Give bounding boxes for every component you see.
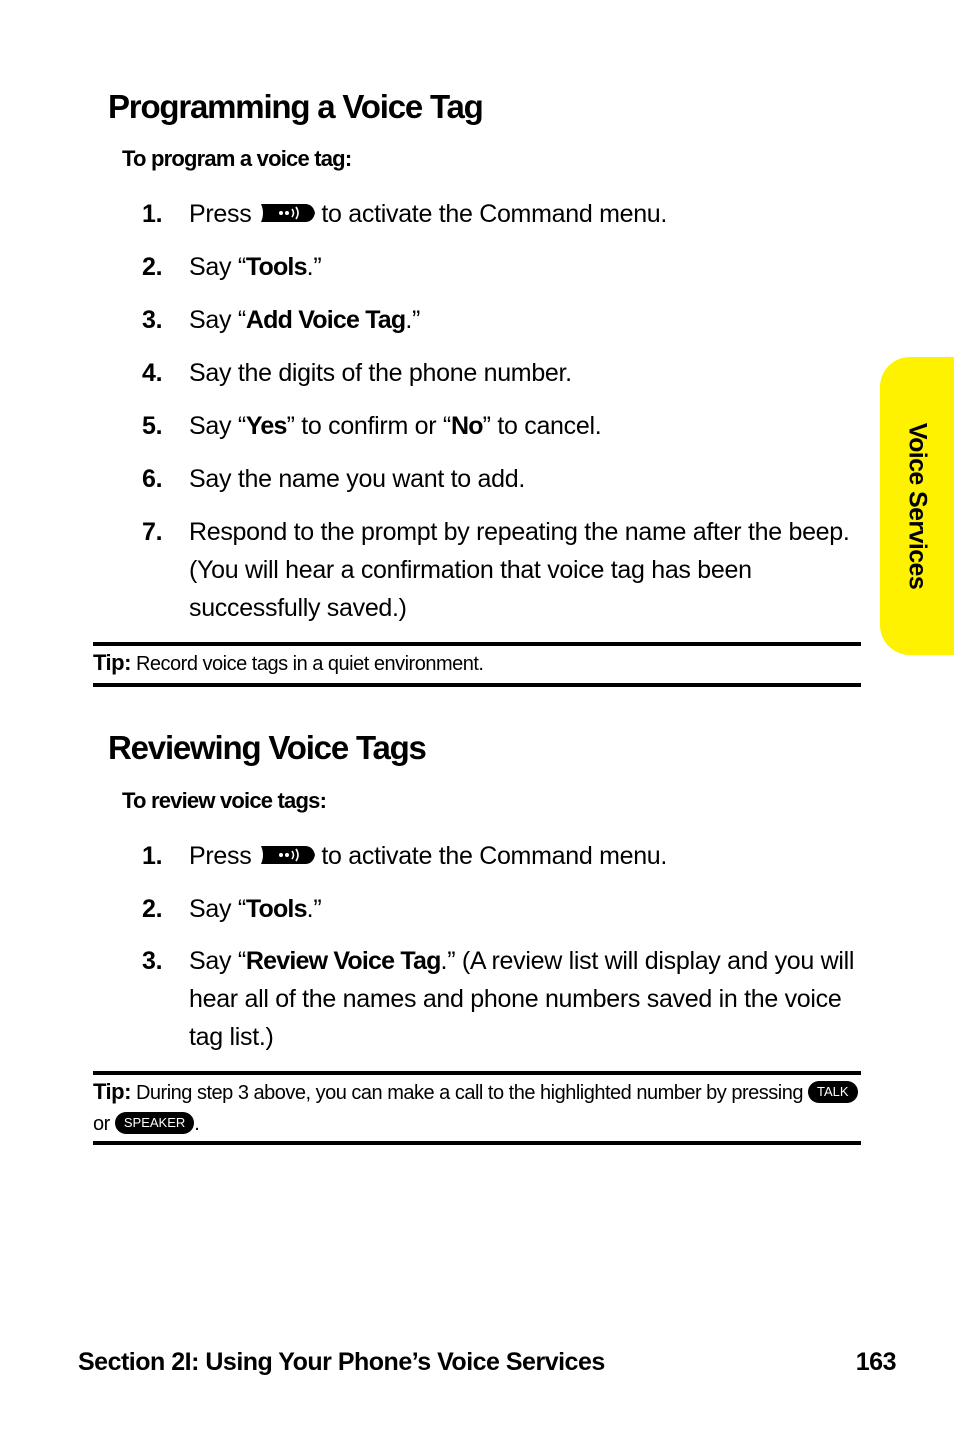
- page-number: 163: [855, 1348, 896, 1376]
- tip-highlighted-number: Tip: During step 3 above, you can make a call to the highlighted number by pressing TALK or SPEAKER .: [93, 1076, 861, 1140]
- step-2: 2. Say “Tools.”: [142, 253, 322, 281]
- tip2-rule-top: [93, 1071, 861, 1075]
- tip2-rule-bottom: [93, 1141, 861, 1145]
- step-3: 3. Say “Add Voice Tag.”: [142, 306, 421, 334]
- voice-command-key-icon: [257, 202, 317, 224]
- speaker-key-icon: SPEAKER: [115, 1112, 194, 1134]
- voice-command-key-icon: [257, 844, 317, 866]
- tip-rule-bottom: [93, 683, 861, 687]
- step-5: 5. Say “Yes” to confirm or “No” to cancel.: [142, 412, 602, 440]
- intro-program-voice-tag: To program a voice tag:: [122, 146, 352, 171]
- side-tab-label: Voice Services: [903, 422, 932, 590]
- step-4: 4. Say the digits of the phone number.: [142, 359, 572, 387]
- review-step-3: 3. Say “Review Voice Tag.” (A review list will display and you will hear all of the names and phone numbers saved in the voice tag list.): [142, 947, 855, 1051]
- section-title-programming: Programming a Voice Tag: [108, 88, 483, 125]
- section-title-reviewing: Reviewing Voice Tags: [108, 729, 426, 766]
- talk-key-icon: TALK: [808, 1081, 858, 1103]
- tip-rule-top: [93, 642, 861, 646]
- step-7: 7. Respond to the prompt by repeating the name after the beep. (You will hear a confirmation that voice tag has been successfully saved.): [142, 518, 850, 622]
- review-step-1: 1. Press to activate the Command menu.: [142, 842, 668, 870]
- tip-quiet-environment: Tip: Record voice tags in a quiet environment.: [93, 650, 484, 675]
- footer-section: Section 2I: Using Your Phone’s Voice Services: [78, 1348, 605, 1376]
- review-step-2: 2. Say “Tools.”: [142, 895, 322, 923]
- intro-review-voice-tags: To review voice tags:: [122, 788, 327, 813]
- step-6: 6. Say the name you want to add.: [142, 465, 525, 493]
- step-1: 1. Press to activate the Command menu.: [142, 200, 668, 228]
